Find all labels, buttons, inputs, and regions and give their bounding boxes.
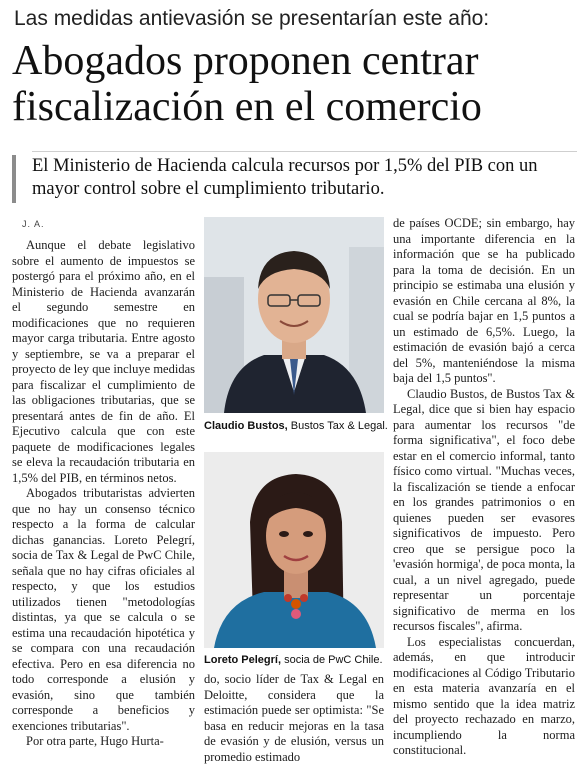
kicker: Las medidas antievasión se presentarían este año: (14, 7, 490, 30)
caption-claudio-bustos (204, 419, 386, 433)
column-1 (12, 238, 195, 750)
paragraph: Claudio Bustos, de Bustos Tax & Legal, dice que si bien hay espacio para aumentar los recursos "de forma significativa", el foco debe estar en el comercio informal, tanto físico como virtual. "Muchas veces, la fiscalización se tiende a enfocar en los grandes patrimonios o en quienes pueden ser evasores significativos de impuesto. Pero creo que se persigue poco la 'evasión hormiga', de poca monta, la cual, a un nivel agregado, puede representar un porcentaje significativo de merma en los recursos fiscales", afirma. (393, 386, 575, 633)
caption-affiliation: Bustos Tax & Legal. (287, 420, 388, 432)
paragraph: Abogados tributaristas advierten que no hay un consenso técnico respecto a la forma de calcular dichas ganancias. Loreto Pelegrí, socia de Tax & Legal de PwC Chile, señala que no hay cifras oficiales al respecto, y que los estudios utilizados tienen "metodologías distintas, ya que se calcula o se estima una recaudación hipotética y se compara con una recaudación efectiva. Pero en esa diferencia no todo corresponde a elusión y evasión, sino que también corresponde a beneficios y exenciones tributarias". (12, 486, 195, 733)
subhead-bar (12, 155, 16, 203)
paragraph: de países OCDE; sin embargo, hay una importante diferencia en la información que se ha publicado para la toma de decisión. En un principio se estimaba una elusión y evasión en Chile cercana al 8%, la cual se podría bajar en 1,5 puntos a un estimado de 6,5%. Luego, la estimación de evasión bajó a cerca del 5%, manteniéndose la misma baja del 1,5 puntos". (393, 216, 575, 385)
portrait-man-image (204, 217, 384, 413)
caption-name: Claudio Bustos, (204, 420, 288, 432)
headline: Abogados proponen centrar fiscalización en el comercio (12, 38, 482, 130)
portrait-woman-image (204, 452, 384, 648)
paragraph: Aunque el debate legislativo sobre el aumento de impuestos se postergó para el próximo año, en el Ministerio de Hacienda avanzarán el segundo semestre en modificaciones que no requieren mayor carga tributaria. Entre agosto y septiembre, se va a preparar el proyecto de ley que incluye medidas para fiscalizar el cumplimiento de las obligaciones tributarias, que se presentará antes de fin de año. El Ejecutivo calcula que con este paquete de modificaciones legales se eleva la recaudación tributaria en 1,5% del PIB, en términos netos. (12, 238, 195, 485)
column-3 (393, 216, 575, 759)
paragraph: do, socio líder de Tax & Legal en Deloitte, considera que la estimación puede ser optimista: "Se basa en reducir mejoras en la tasa de evasión y de elusión, versus un promedio estimado (204, 672, 384, 764)
caption-affiliation: socia de PwC Chile. (281, 654, 383, 666)
paragraph: Los especialistas concuerdan, además, en que introducir modificaciones al Código Tributario en esta materia avanzaría en el mismo sentido que la idea matriz del proyecto rechazado en marzo, incumpliendo la norma constitucional. (393, 634, 575, 757)
caption-loreto-pelegri (204, 653, 386, 667)
paragraph: Por otra parte, Hugo Hurta- (26, 734, 164, 748)
caption-name: Loreto Pelegrí, (204, 654, 282, 666)
photo-claudio-bustos (204, 217, 384, 413)
subhead-rule (32, 151, 577, 152)
photo-loreto-pelegri (204, 452, 384, 648)
column-2 (204, 672, 384, 765)
byline: J. A. (22, 219, 45, 229)
subhead: El Ministerio de Hacienda calcula recursos por 1,5% del PIB con un mayor control sobre el cumplimiento tributario. (32, 156, 538, 199)
